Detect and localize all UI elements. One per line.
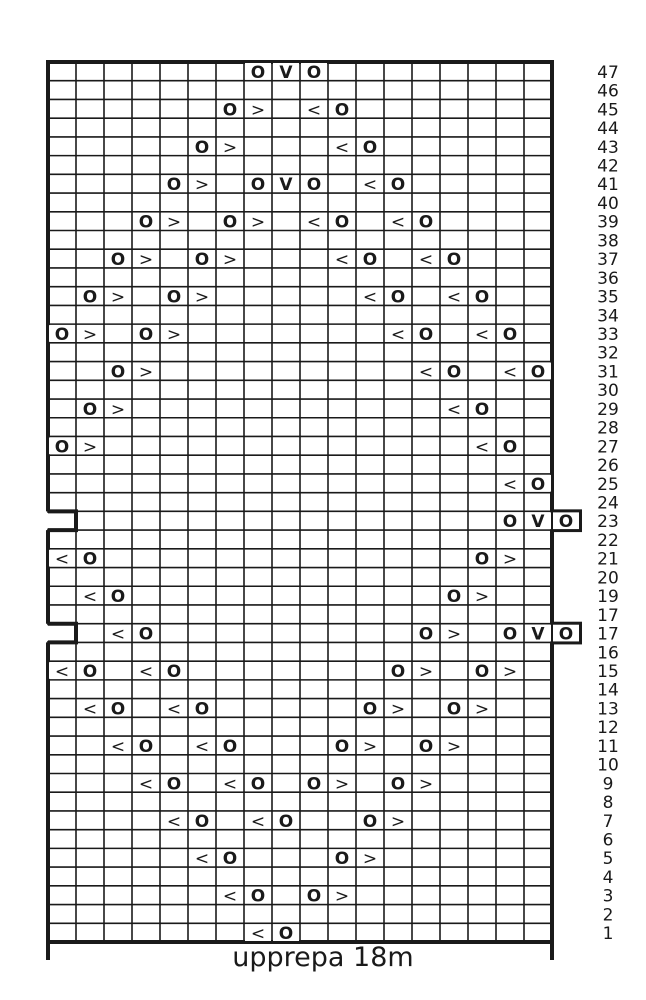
yarn-over-symbol: O [222, 212, 238, 233]
right-decrease-symbol: > [474, 699, 490, 720]
right-decrease-symbol: > [502, 662, 518, 683]
yarn-over-symbol: O [54, 324, 70, 345]
yarn-over-symbol: O [138, 624, 154, 645]
yarn-over-symbol: O [110, 587, 126, 608]
yarn-over-symbol: O [166, 175, 182, 196]
repeat-label: upprepa 18m [232, 942, 414, 973]
right-decrease-symbol: > [446, 736, 462, 757]
row-number: 40 [597, 193, 619, 214]
left-decrease-symbol: < [194, 849, 210, 870]
row-number: 45 [597, 100, 619, 121]
left-decrease-symbol: < [334, 137, 350, 158]
yarn-over-symbol: O [306, 175, 322, 196]
yarn-over-symbol: O [194, 811, 210, 832]
yarn-over-symbol: O [418, 212, 434, 233]
left-decrease-symbol: < [362, 175, 378, 196]
yarn-over-symbol: O [334, 100, 350, 121]
row-number: 8 [602, 793, 614, 814]
right-decrease-symbol: > [474, 587, 490, 608]
yarn-over-symbol: O [110, 362, 126, 383]
row-number: 24 [597, 493, 619, 514]
yarn-over-symbol: O [278, 811, 294, 832]
left-decrease-symbol: < [250, 811, 266, 832]
right-decrease-symbol: > [222, 250, 238, 271]
yarn-over-symbol: O [446, 587, 462, 608]
yarn-over-symbol: O [446, 699, 462, 720]
yarn-over-symbol: O [222, 849, 238, 870]
row-number: 47 [597, 62, 619, 83]
left-decrease-symbol: < [222, 886, 238, 907]
yarn-over-symbol: O [334, 212, 350, 233]
row-number: 13 [597, 699, 619, 720]
row-number: 2 [602, 905, 614, 926]
row-number: 16 [597, 643, 619, 664]
row-number: 6 [602, 830, 614, 851]
yarn-over-symbol: O [250, 886, 266, 907]
row-number: 30 [597, 381, 619, 402]
notch-fill [46, 625, 72, 641]
row-number: 32 [597, 343, 619, 364]
yarn-over-symbol: O [390, 774, 406, 795]
left-decrease-symbol: < [446, 399, 462, 420]
yarn-over-symbol: O [222, 736, 238, 757]
yarn-over-symbol: O [110, 250, 126, 271]
right-decrease-symbol: > [362, 736, 378, 757]
left-decrease-symbol: < [390, 324, 406, 345]
left-decrease-symbol: < [194, 736, 210, 757]
yarn-over-symbol: O [82, 549, 98, 570]
yarn-over-symbol: O [194, 250, 210, 271]
right-decrease-symbol: > [446, 624, 462, 645]
row-number: 29 [597, 399, 619, 420]
row-number: 25 [597, 474, 619, 495]
right-decrease-symbol: > [502, 549, 518, 570]
right-decrease-symbol: > [138, 362, 154, 383]
row-number: 10 [597, 755, 619, 776]
double-decrease-symbol: V [531, 624, 545, 645]
yarn-over-symbol: O [166, 774, 182, 795]
right-decrease-symbol: > [138, 250, 154, 271]
left-decrease-symbol: < [306, 212, 322, 233]
row-number: 21 [597, 549, 619, 570]
yarn-over-symbol: O [390, 662, 406, 683]
yarn-over-symbol: O [250, 62, 266, 83]
yarn-over-symbol: O [474, 662, 490, 683]
double-decrease-symbol: V [279, 175, 293, 196]
left-decrease-symbol: < [250, 924, 266, 945]
yarn-over-symbol: O [306, 774, 322, 795]
row-number: 4 [602, 867, 614, 888]
right-decrease-symbol: > [362, 849, 378, 870]
yarn-over-symbol: O [390, 287, 406, 308]
yarn-over-symbol: O [530, 362, 546, 383]
row-number: 3 [602, 886, 614, 907]
right-decrease-symbol: > [194, 287, 210, 308]
right-decrease-symbol: > [418, 774, 434, 795]
row-number: 23 [597, 512, 619, 533]
right-decrease-symbol: > [334, 774, 350, 795]
row-number: 42 [597, 156, 619, 177]
right-decrease-symbol: > [194, 175, 210, 196]
yarn-over-symbol: O [474, 549, 490, 570]
row-number: 22 [597, 530, 619, 551]
left-decrease-symbol: < [166, 699, 182, 720]
row-number: 27 [597, 437, 619, 458]
row-number: 37 [597, 250, 619, 271]
yarn-over-symbol: O [334, 736, 350, 757]
yarn-over-symbol: O [250, 175, 266, 196]
yarn-over-symbol: O [362, 811, 378, 832]
yarn-over-symbol: O [110, 699, 126, 720]
right-decrease-symbol: > [250, 100, 266, 121]
yarn-over-symbol: O [362, 137, 378, 158]
row-number: 5 [602, 849, 614, 870]
row-number-column [597, 63, 619, 944]
left-decrease-symbol: < [138, 662, 154, 683]
row-number: 12 [597, 718, 619, 739]
yarn-over-symbol: O [502, 624, 518, 645]
row-number: 33 [597, 324, 619, 345]
row-number: 31 [597, 362, 619, 383]
right-decrease-symbol: > [222, 137, 238, 158]
row-number: 35 [597, 287, 619, 308]
yarn-over-symbol: O [334, 849, 350, 870]
yarn-over-symbol: O [446, 362, 462, 383]
yarn-over-symbol: O [502, 512, 518, 533]
left-decrease-symbol: < [418, 250, 434, 271]
row-number: 9 [602, 774, 614, 795]
yarn-over-symbol: O [82, 287, 98, 308]
row-number: 11 [597, 736, 619, 757]
yarn-over-symbol: O [474, 399, 490, 420]
left-decrease-symbol: < [474, 324, 490, 345]
right-decrease-symbol: > [334, 886, 350, 907]
row-number: 17 [597, 605, 619, 626]
yarn-over-symbol: O [194, 137, 210, 158]
row-number: 34 [597, 306, 619, 327]
row-number: 38 [597, 231, 619, 252]
left-decrease-symbol: < [306, 100, 322, 121]
double-decrease-symbol: V [531, 512, 545, 533]
right-decrease-symbol: > [390, 699, 406, 720]
right-decrease-symbol: > [82, 324, 98, 345]
row-number: 41 [597, 175, 619, 196]
yarn-over-symbol: O [558, 624, 574, 645]
yarn-over-symbol: O [446, 250, 462, 271]
left-decrease-symbol: < [474, 437, 490, 458]
right-decrease-symbol: > [390, 811, 406, 832]
left-decrease-symbol: < [502, 474, 518, 495]
row-number: 44 [597, 119, 619, 140]
left-decrease-symbol: < [110, 736, 126, 757]
chart-grid [48, 62, 552, 945]
right-decrease-symbol: > [166, 324, 182, 345]
yarn-over-symbol: O [418, 324, 434, 345]
yarn-over-symbol: O [278, 924, 294, 945]
notch-fill [46, 513, 72, 529]
left-decrease-symbol: < [54, 662, 70, 683]
chart-symbols [49, 63, 579, 944]
yarn-over-symbol: O [138, 736, 154, 757]
yarn-over-symbol: O [166, 662, 182, 683]
row-number: 17 [597, 624, 619, 645]
yarn-over-symbol: O [166, 287, 182, 308]
yarn-over-symbol: O [54, 437, 70, 458]
yarn-over-symbol: O [362, 250, 378, 271]
yarn-over-symbol: O [138, 324, 154, 345]
row-number: 15 [597, 662, 619, 683]
left-decrease-symbol: < [390, 212, 406, 233]
row-number: 46 [597, 81, 619, 102]
yarn-over-symbol: O [502, 324, 518, 345]
row-number: 7 [602, 811, 614, 832]
row-number: 28 [597, 418, 619, 439]
row-number: 20 [597, 568, 619, 589]
left-decrease-symbol: < [82, 587, 98, 608]
row-number: 1 [602, 924, 614, 945]
left-decrease-symbol: < [166, 811, 182, 832]
left-decrease-symbol: < [138, 774, 154, 795]
left-decrease-symbol: < [362, 287, 378, 308]
left-decrease-symbol: < [334, 250, 350, 271]
left-decrease-symbol: < [54, 549, 70, 570]
right-decrease-symbol: > [166, 212, 182, 233]
yarn-over-symbol: O [82, 399, 98, 420]
yarn-over-symbol: O [418, 736, 434, 757]
yarn-over-symbol: O [558, 512, 574, 533]
yarn-over-symbol: O [306, 62, 322, 83]
yarn-over-symbol: O [390, 175, 406, 196]
right-decrease-symbol: > [82, 437, 98, 458]
left-decrease-symbol: < [82, 699, 98, 720]
row-number: 39 [597, 212, 619, 233]
yarn-over-symbol: O [530, 474, 546, 495]
row-number: 36 [597, 268, 619, 289]
left-decrease-symbol: < [502, 362, 518, 383]
right-decrease-symbol: > [418, 662, 434, 683]
left-decrease-symbol: < [110, 624, 126, 645]
right-decrease-symbol: > [110, 399, 126, 420]
left-decrease-symbol: < [222, 774, 238, 795]
right-decrease-symbol: > [250, 212, 266, 233]
yarn-over-symbol: O [82, 662, 98, 683]
yarn-over-symbol: O [222, 100, 238, 121]
left-decrease-symbol: < [418, 362, 434, 383]
row-number: 43 [597, 137, 619, 158]
row-number: 14 [597, 680, 619, 701]
yarn-over-symbol: O [250, 774, 266, 795]
row-number: 26 [597, 456, 619, 477]
double-decrease-symbol: V [279, 62, 293, 83]
yarn-over-symbol: O [194, 699, 210, 720]
yarn-over-symbol: O [418, 624, 434, 645]
yarn-over-symbol: O [138, 212, 154, 233]
yarn-over-symbol: O [474, 287, 490, 308]
right-decrease-symbol: > [110, 287, 126, 308]
left-decrease-symbol: < [446, 287, 462, 308]
yarn-over-symbol: O [502, 437, 518, 458]
row-number: 19 [597, 587, 619, 608]
yarn-over-symbol: O [306, 886, 322, 907]
yarn-over-symbol: O [362, 699, 378, 720]
